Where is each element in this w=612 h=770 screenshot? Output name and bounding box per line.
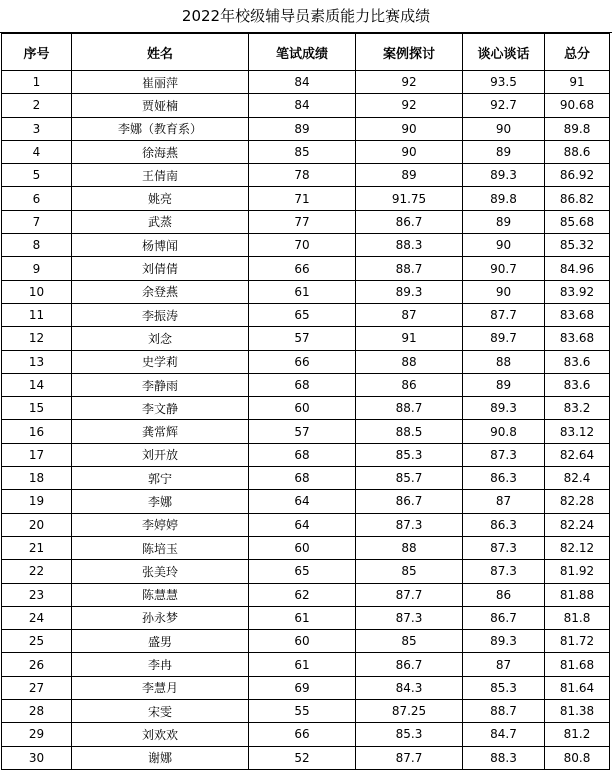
cell-no[interactable]: 24: [2, 606, 72, 629]
cell-name[interactable]: 李慧月: [72, 676, 249, 699]
cell-total-score[interactable]: 80.8: [545, 746, 610, 769]
cell-total-score[interactable]: 83.2: [545, 397, 610, 420]
cell-written-score[interactable]: 70: [249, 234, 356, 257]
table-body: [2, 71, 610, 770]
cell-name[interactable]: 李静雨: [72, 373, 249, 396]
cell-total-score[interactable]: 83.6: [545, 350, 610, 373]
cell-heart-talk[interactable]: 89: [463, 210, 545, 233]
cell-case-discussion[interactable]: 89.3: [356, 280, 463, 303]
cell-no[interactable]: 5: [2, 164, 72, 187]
cell-total-score[interactable]: 81.64: [545, 676, 610, 699]
cell-case-discussion[interactable]: 86: [356, 373, 463, 396]
cell-no[interactable]: 13: [2, 350, 72, 373]
cell-case-discussion[interactable]: 89: [356, 164, 463, 187]
cell-written-score[interactable]: 65: [249, 560, 356, 583]
table-row: [2, 280, 610, 303]
cell-total-score[interactable]: 85.32: [545, 234, 610, 257]
cell-case-discussion[interactable]: 90: [356, 140, 463, 163]
table-row: [2, 373, 610, 396]
cell-heart-talk[interactable]: 88: [463, 350, 545, 373]
cell-no[interactable]: 30: [2, 746, 72, 769]
cell-written-score[interactable]: 52: [249, 746, 356, 769]
cell-case-discussion[interactable]: 88.5: [356, 420, 463, 443]
cell-name[interactable]: 武蒸: [72, 210, 249, 233]
cell-total-score[interactable]: 81.8: [545, 606, 610, 629]
cell-total-score[interactable]: 81.72: [545, 630, 610, 653]
table-row: [2, 467, 610, 490]
table-row: [2, 513, 610, 536]
cell-name[interactable]: 孙永梦: [72, 606, 249, 629]
header-row: [2, 34, 610, 71]
cell-written-score[interactable]: 55: [249, 700, 356, 723]
cell-written-score[interactable]: 89: [249, 117, 356, 140]
cell-heart-talk[interactable]: 89.3: [463, 397, 545, 420]
cell-case-discussion[interactable]: 87.7: [356, 746, 463, 769]
cell-total-score[interactable]: 88.6: [545, 140, 610, 163]
cell-name[interactable]: 李文静: [72, 397, 249, 420]
table-row: [2, 490, 610, 513]
cell-no[interactable]: 26: [2, 653, 72, 676]
cell-written-score[interactable]: 68: [249, 443, 356, 466]
cell-total-score[interactable]: 86.92: [545, 164, 610, 187]
cell-no[interactable]: 16: [2, 420, 72, 443]
cell-case-discussion[interactable]: 85: [356, 560, 463, 583]
cell-no[interactable]: 29: [2, 723, 72, 746]
cell-case-discussion[interactable]: 85.3: [356, 723, 463, 746]
cell-heart-talk[interactable]: 90: [463, 280, 545, 303]
header-case-discussion[interactable]: 案例探讨: [356, 34, 463, 71]
cell-written-score[interactable]: 60: [249, 536, 356, 559]
header-total-score[interactable]: 总分: [545, 34, 610, 71]
cell-heart-talk[interactable]: 89.3: [463, 630, 545, 653]
table-row: [2, 327, 610, 350]
cell-heart-talk[interactable]: 87: [463, 490, 545, 513]
cell-heart-talk[interactable]: 90: [463, 117, 545, 140]
cell-no[interactable]: 2: [2, 94, 72, 117]
cell-case-discussion[interactable]: 91: [356, 327, 463, 350]
cell-heart-talk[interactable]: 93.5: [463, 71, 545, 94]
header-written-score[interactable]: 笔试成绩: [249, 34, 356, 71]
cell-total-score[interactable]: 83.68: [545, 303, 610, 326]
cell-written-score[interactable]: 57: [249, 420, 356, 443]
table-row: [2, 94, 610, 117]
table-row: [2, 257, 610, 280]
cell-name[interactable]: 杨博闻: [72, 234, 249, 257]
cell-name[interactable]: 史学莉: [72, 350, 249, 373]
cell-no[interactable]: 9: [2, 257, 72, 280]
cell-written-score[interactable]: 66: [249, 723, 356, 746]
cell-no[interactable]: 19: [2, 490, 72, 513]
cell-name[interactable]: 龚常辉: [72, 420, 249, 443]
cell-case-discussion[interactable]: 86.7: [356, 653, 463, 676]
cell-written-score[interactable]: 60: [249, 397, 356, 420]
cell-no[interactable]: 28: [2, 700, 72, 723]
cell-heart-talk[interactable]: 88.7: [463, 700, 545, 723]
table-row: [2, 140, 610, 163]
cell-case-discussion[interactable]: 87.3: [356, 513, 463, 536]
cell-case-discussion[interactable]: 84.3: [356, 676, 463, 699]
cell-case-discussion[interactable]: 86.7: [356, 210, 463, 233]
cell-case-discussion[interactable]: 92: [356, 94, 463, 117]
table-row: [2, 723, 610, 746]
cell-name[interactable]: 盛男: [72, 630, 249, 653]
cell-case-discussion[interactable]: 85.3: [356, 443, 463, 466]
cell-no[interactable]: 12: [2, 327, 72, 350]
cell-no[interactable]: 4: [2, 140, 72, 163]
cell-name[interactable]: 贾娅楠: [72, 94, 249, 117]
table-row: [2, 700, 610, 723]
table-row: [2, 676, 610, 699]
cell-heart-talk[interactable]: 85.3: [463, 676, 545, 699]
cell-written-score[interactable]: 61: [249, 280, 356, 303]
cell-no[interactable]: 14: [2, 373, 72, 396]
table-row: [2, 397, 610, 420]
cell-no[interactable]: 1: [2, 71, 72, 94]
cell-case-discussion[interactable]: 87.3: [356, 606, 463, 629]
cell-case-discussion[interactable]: 88: [356, 536, 463, 559]
cell-no[interactable]: 21: [2, 536, 72, 559]
cell-heart-talk[interactable]: 87.3: [463, 536, 545, 559]
cell-total-score[interactable]: 82.24: [545, 513, 610, 536]
cell-total-score[interactable]: 90.68: [545, 94, 610, 117]
cell-written-score[interactable]: 85: [249, 140, 356, 163]
cell-no[interactable]: 20: [2, 513, 72, 536]
cell-case-discussion[interactable]: 88.7: [356, 257, 463, 280]
table-title: 2022年校级辅导员素质能力比赛成绩: [0, 0, 612, 33]
cell-no[interactable]: 27: [2, 676, 72, 699]
cell-written-score[interactable]: 57: [249, 327, 356, 350]
cell-written-score[interactable]: 69: [249, 676, 356, 699]
cell-heart-talk[interactable]: 87.7: [463, 303, 545, 326]
cell-total-score[interactable]: 84.96: [545, 257, 610, 280]
cell-total-score[interactable]: 83.12: [545, 420, 610, 443]
cell-written-score[interactable]: 66: [249, 350, 356, 373]
cell-name[interactable]: 陈慧慧: [72, 583, 249, 606]
cell-name[interactable]: 刘倩倩: [72, 257, 249, 280]
table-row: [2, 606, 610, 629]
cell-heart-talk[interactable]: 92.7: [463, 94, 545, 117]
cell-no[interactable]: 18: [2, 467, 72, 490]
cell-no[interactable]: 25: [2, 630, 72, 653]
cell-heart-talk[interactable]: 86.3: [463, 513, 545, 536]
cell-total-score[interactable]: 81.88: [545, 583, 610, 606]
cell-no[interactable]: 3: [2, 117, 72, 140]
cell-heart-talk[interactable]: 89.8: [463, 187, 545, 210]
cell-no[interactable]: 11: [2, 303, 72, 326]
cell-name[interactable]: 谢娜: [72, 746, 249, 769]
cell-total-score[interactable]: 82.4: [545, 467, 610, 490]
cell-no[interactable]: 7: [2, 210, 72, 233]
table-row: [2, 536, 610, 559]
table-row: [2, 71, 610, 94]
cell-total-score[interactable]: 81.92: [545, 560, 610, 583]
cell-heart-talk[interactable]: 90.8: [463, 420, 545, 443]
cell-total-score[interactable]: 83.6: [545, 373, 610, 396]
cell-no[interactable]: 22: [2, 560, 72, 583]
cell-written-score[interactable]: 84: [249, 71, 356, 94]
cell-name[interactable]: 刘念: [72, 327, 249, 350]
cell-total-score[interactable]: 86.82: [545, 187, 610, 210]
scores-table: [1, 33, 610, 770]
table-row: [2, 164, 610, 187]
header-name[interactable]: 姓名: [72, 34, 249, 71]
cell-total-score[interactable]: 89.8: [545, 117, 610, 140]
cell-case-discussion[interactable]: 91.75: [356, 187, 463, 210]
cell-heart-talk[interactable]: 86.7: [463, 606, 545, 629]
cell-name[interactable]: 郭宁: [72, 467, 249, 490]
cell-name[interactable]: 李振涛: [72, 303, 249, 326]
cell-total-score[interactable]: 85.68: [545, 210, 610, 233]
cell-total-score[interactable]: 81.38: [545, 700, 610, 723]
table-row: [2, 560, 610, 583]
cell-heart-talk[interactable]: 87.3: [463, 443, 545, 466]
cell-name[interactable]: 陈培玉: [72, 536, 249, 559]
cell-heart-talk[interactable]: 89: [463, 140, 545, 163]
cell-name[interactable]: 李婷婷: [72, 513, 249, 536]
cell-written-score[interactable]: 66: [249, 257, 356, 280]
cell-total-score[interactable]: 82.64: [545, 443, 610, 466]
cell-heart-talk[interactable]: 89.7: [463, 327, 545, 350]
cell-name[interactable]: 张美玲: [72, 560, 249, 583]
cell-name[interactable]: 刘开放: [72, 443, 249, 466]
table-row: [2, 653, 610, 676]
table-row: [2, 210, 610, 233]
cell-written-score[interactable]: 84: [249, 94, 356, 117]
table-row: [2, 303, 610, 326]
cell-heart-talk[interactable]: 86.3: [463, 467, 545, 490]
cell-heart-talk[interactable]: 89: [463, 373, 545, 396]
cell-written-score[interactable]: 64: [249, 513, 356, 536]
cell-name[interactable]: 宋雯: [72, 700, 249, 723]
cell-heart-talk[interactable]: 89.3: [463, 164, 545, 187]
cell-case-discussion[interactable]: 86.7: [356, 490, 463, 513]
cell-total-score[interactable]: 81.68: [545, 653, 610, 676]
cell-written-score[interactable]: 61: [249, 606, 356, 629]
cell-name[interactable]: 刘欢欢: [72, 723, 249, 746]
table-row: [2, 234, 610, 257]
cell-case-discussion[interactable]: 87: [356, 303, 463, 326]
cell-case-discussion[interactable]: 88: [356, 350, 463, 373]
cell-case-discussion[interactable]: 85.7: [356, 467, 463, 490]
table-row: [2, 420, 610, 443]
cell-heart-talk[interactable]: 86: [463, 583, 545, 606]
cell-total-score[interactable]: 91: [545, 71, 610, 94]
cell-heart-talk[interactable]: 87: [463, 653, 545, 676]
cell-written-score[interactable]: 62: [249, 583, 356, 606]
cell-case-discussion[interactable]: 87.7: [356, 583, 463, 606]
cell-name[interactable]: 王倩南: [72, 164, 249, 187]
cell-total-score[interactable]: 83.68: [545, 327, 610, 350]
cell-case-discussion[interactable]: 88.7: [356, 397, 463, 420]
cell-written-score[interactable]: 68: [249, 467, 356, 490]
cell-name[interactable]: 崔丽萍: [72, 71, 249, 94]
table-row: [2, 117, 610, 140]
cell-written-score[interactable]: 71: [249, 187, 356, 210]
table-row: [2, 630, 610, 653]
cell-case-discussion[interactable]: 92: [356, 71, 463, 94]
cell-no[interactable]: 8: [2, 234, 72, 257]
cell-name[interactable]: 余登燕: [72, 280, 249, 303]
cell-no[interactable]: 23: [2, 583, 72, 606]
cell-heart-talk[interactable]: 87.3: [463, 560, 545, 583]
cell-written-score[interactable]: 64: [249, 490, 356, 513]
table-row: [2, 350, 610, 373]
cell-case-discussion[interactable]: 87.25: [356, 700, 463, 723]
cell-no[interactable]: 17: [2, 443, 72, 466]
cell-no[interactable]: 15: [2, 397, 72, 420]
cell-heart-talk[interactable]: 90.7: [463, 257, 545, 280]
cell-name[interactable]: 李娜（教育系）: [72, 117, 249, 140]
header-no[interactable]: 序号: [2, 34, 72, 71]
cell-name[interactable]: 李娜: [72, 490, 249, 513]
cell-case-discussion[interactable]: 88.3: [356, 234, 463, 257]
cell-total-score[interactable]: 81.2: [545, 723, 610, 746]
cell-written-score[interactable]: 65: [249, 303, 356, 326]
header-heart-talk[interactable]: 谈心谈话: [463, 34, 545, 71]
cell-total-score[interactable]: 82.28: [545, 490, 610, 513]
cell-written-score[interactable]: 61: [249, 653, 356, 676]
cell-case-discussion[interactable]: 90: [356, 117, 463, 140]
cell-heart-talk[interactable]: 88.3: [463, 746, 545, 769]
cell-heart-talk[interactable]: 90: [463, 234, 545, 257]
cell-name[interactable]: 徐海燕: [72, 140, 249, 163]
cell-total-score[interactable]: 82.12: [545, 536, 610, 559]
cell-written-score[interactable]: 78: [249, 164, 356, 187]
cell-no[interactable]: 6: [2, 187, 72, 210]
cell-written-score[interactable]: 68: [249, 373, 356, 396]
cell-heart-talk[interactable]: 84.7: [463, 723, 545, 746]
cell-no[interactable]: 10: [2, 280, 72, 303]
cell-name[interactable]: 李冉: [72, 653, 249, 676]
cell-written-score[interactable]: 60: [249, 630, 356, 653]
table-row: [2, 583, 610, 606]
cell-total-score[interactable]: 83.92: [545, 280, 610, 303]
cell-case-discussion[interactable]: 85: [356, 630, 463, 653]
cell-written-score[interactable]: 77: [249, 210, 356, 233]
table-row: [2, 187, 610, 210]
cell-name[interactable]: 姚亮: [72, 187, 249, 210]
table-row: [2, 443, 610, 466]
